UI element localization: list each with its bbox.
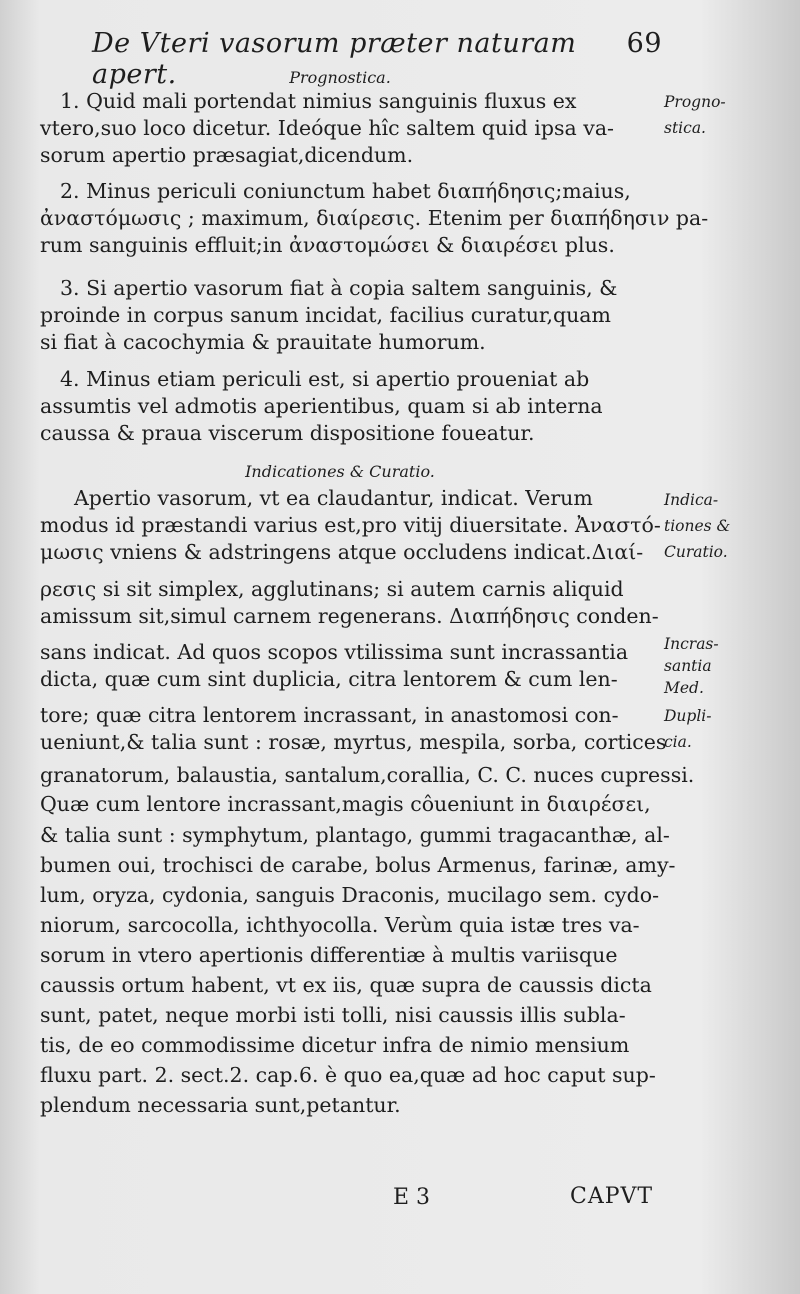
- margin-note: Indica-: [664, 491, 719, 509]
- text-line: 4. Minus etiam periculi est, si apertio proueniat ab: [60, 367, 590, 391]
- text-line: amissum sit,simul carnem regenerans. Διαπήδησις conden-: [40, 604, 659, 628]
- text-line: fluxu part. 2. sect.2. cap.6. è quo ea,quæ ad hoc caput sup-: [40, 1063, 656, 1087]
- signature-mark: E 3: [393, 1185, 431, 1210]
- section-heading: Prognostica.: [289, 68, 391, 87]
- text-line: caussa & praua viscerum dispositione foueatur.: [40, 421, 535, 445]
- text-line: granatorum, balaustia, santalum,corallia, C. C. nuces cupressi.: [40, 763, 695, 787]
- section-heading: Indicationes & Curatio.: [245, 462, 435, 481]
- margin-note: santia: [664, 657, 712, 675]
- margin-note: tiones &: [664, 517, 731, 535]
- text-line: proinde in corpus sanum incidat, facilius curatur,quam: [40, 303, 611, 327]
- page-number: 69: [626, 28, 662, 59]
- text-line: bumen oui, trochisci de carabe, bolus Armenus, farinæ, amy-: [40, 853, 676, 877]
- margin-note: cia.: [664, 733, 692, 751]
- text-line: plendum necessaria sunt,petantur.: [40, 1093, 401, 1117]
- text-line: dicta, quæ cum sint duplicia, citra lentorem & cum len-: [40, 667, 618, 691]
- text-line: sans indicat. Ad quos scopos vtilissima sunt incrassantia: [40, 640, 629, 664]
- text-line: & talia sunt : symphytum, plantago, gummi tragacanthæ, al-: [40, 823, 670, 847]
- text-line: ρεσις si sit simplex, agglutinans; si autem carnis aliquid: [40, 577, 624, 601]
- text-line: si fiat à cacochymia & prauitate humorum.: [40, 330, 486, 354]
- margin-note: Incras-: [664, 635, 719, 653]
- text-line: niorum, sarcocolla, ichthyocolla. Verùm quia istæ tres va-: [40, 913, 640, 937]
- catchword: CAPVT: [570, 1184, 654, 1209]
- text-line: ἀναστόμωσις ; maximum, διαίρεσις. Etenim per διαπήδησιν pa-: [40, 206, 709, 230]
- margin-note: Med.: [664, 679, 704, 697]
- text-line: Quæ cum lentore incrassant,magis côueniunt in διαιρέσει,: [40, 792, 651, 816]
- text-line: assumtis vel admotis aperientibus, quam si ab interna: [40, 394, 603, 418]
- margin-note: Progno-: [664, 93, 726, 111]
- text-line: sunt, patet, neque morbi isti tolli, nisi caussis illis subla-: [40, 1003, 626, 1027]
- text-line: caussis ortum habent, vt ex iis, quæ supra de caussis dicta: [40, 973, 652, 997]
- text-line: μωσις vniens & adstringens atque occludens indicat.Διαί-: [40, 540, 644, 564]
- text-line: tore; quæ citra lentorem incrassant, in anastomosi con-: [40, 703, 619, 727]
- text-line: rum sanguinis effluit;in ἀναστομώσει & διαιρέσει plus.: [40, 233, 615, 257]
- text-line: 2. Minus periculi coniunctum habet διαπήδησις;maius,: [60, 179, 631, 203]
- text-line: vtero,suo loco dicetur. Ideóque hîc saltem quid ipsa va-: [40, 116, 614, 140]
- text-line: sorum apertio præsagiat,dicendum.: [40, 143, 414, 167]
- running-head-title: De Vteri vasorum præter naturam apert.: [92, 28, 577, 90]
- text-line: 3. Si apertio vasorum fiat à copia saltem sanguinis, &: [60, 276, 618, 300]
- text-line: tis, de eo commodissime dicetur infra de nimio mensium: [40, 1033, 630, 1057]
- text-line: Apertio vasorum, vt ea claudantur, indicat. Verum: [74, 486, 593, 510]
- text-line: lum, oryza, cydonia, sanguis Draconis, mucilago sem. cydo-: [40, 883, 660, 907]
- text-line: ueniunt,& talia sunt : rosæ, myrtus, mespila, sorba, cortices: [40, 730, 667, 754]
- text-line: 1. Quid mali portendat nimius sanguinis fluxus ex: [60, 89, 577, 113]
- text-line: modus id præstandi varius est,pro vitij diuersitate. Ἀναστό-: [40, 513, 661, 537]
- text-line: sorum in vtero apertionis differentiæ à multis variisque: [40, 943, 618, 967]
- margin-note: stica.: [664, 119, 706, 137]
- margin-note: Dupli-: [664, 707, 712, 725]
- margin-note: Curatio.: [664, 543, 728, 561]
